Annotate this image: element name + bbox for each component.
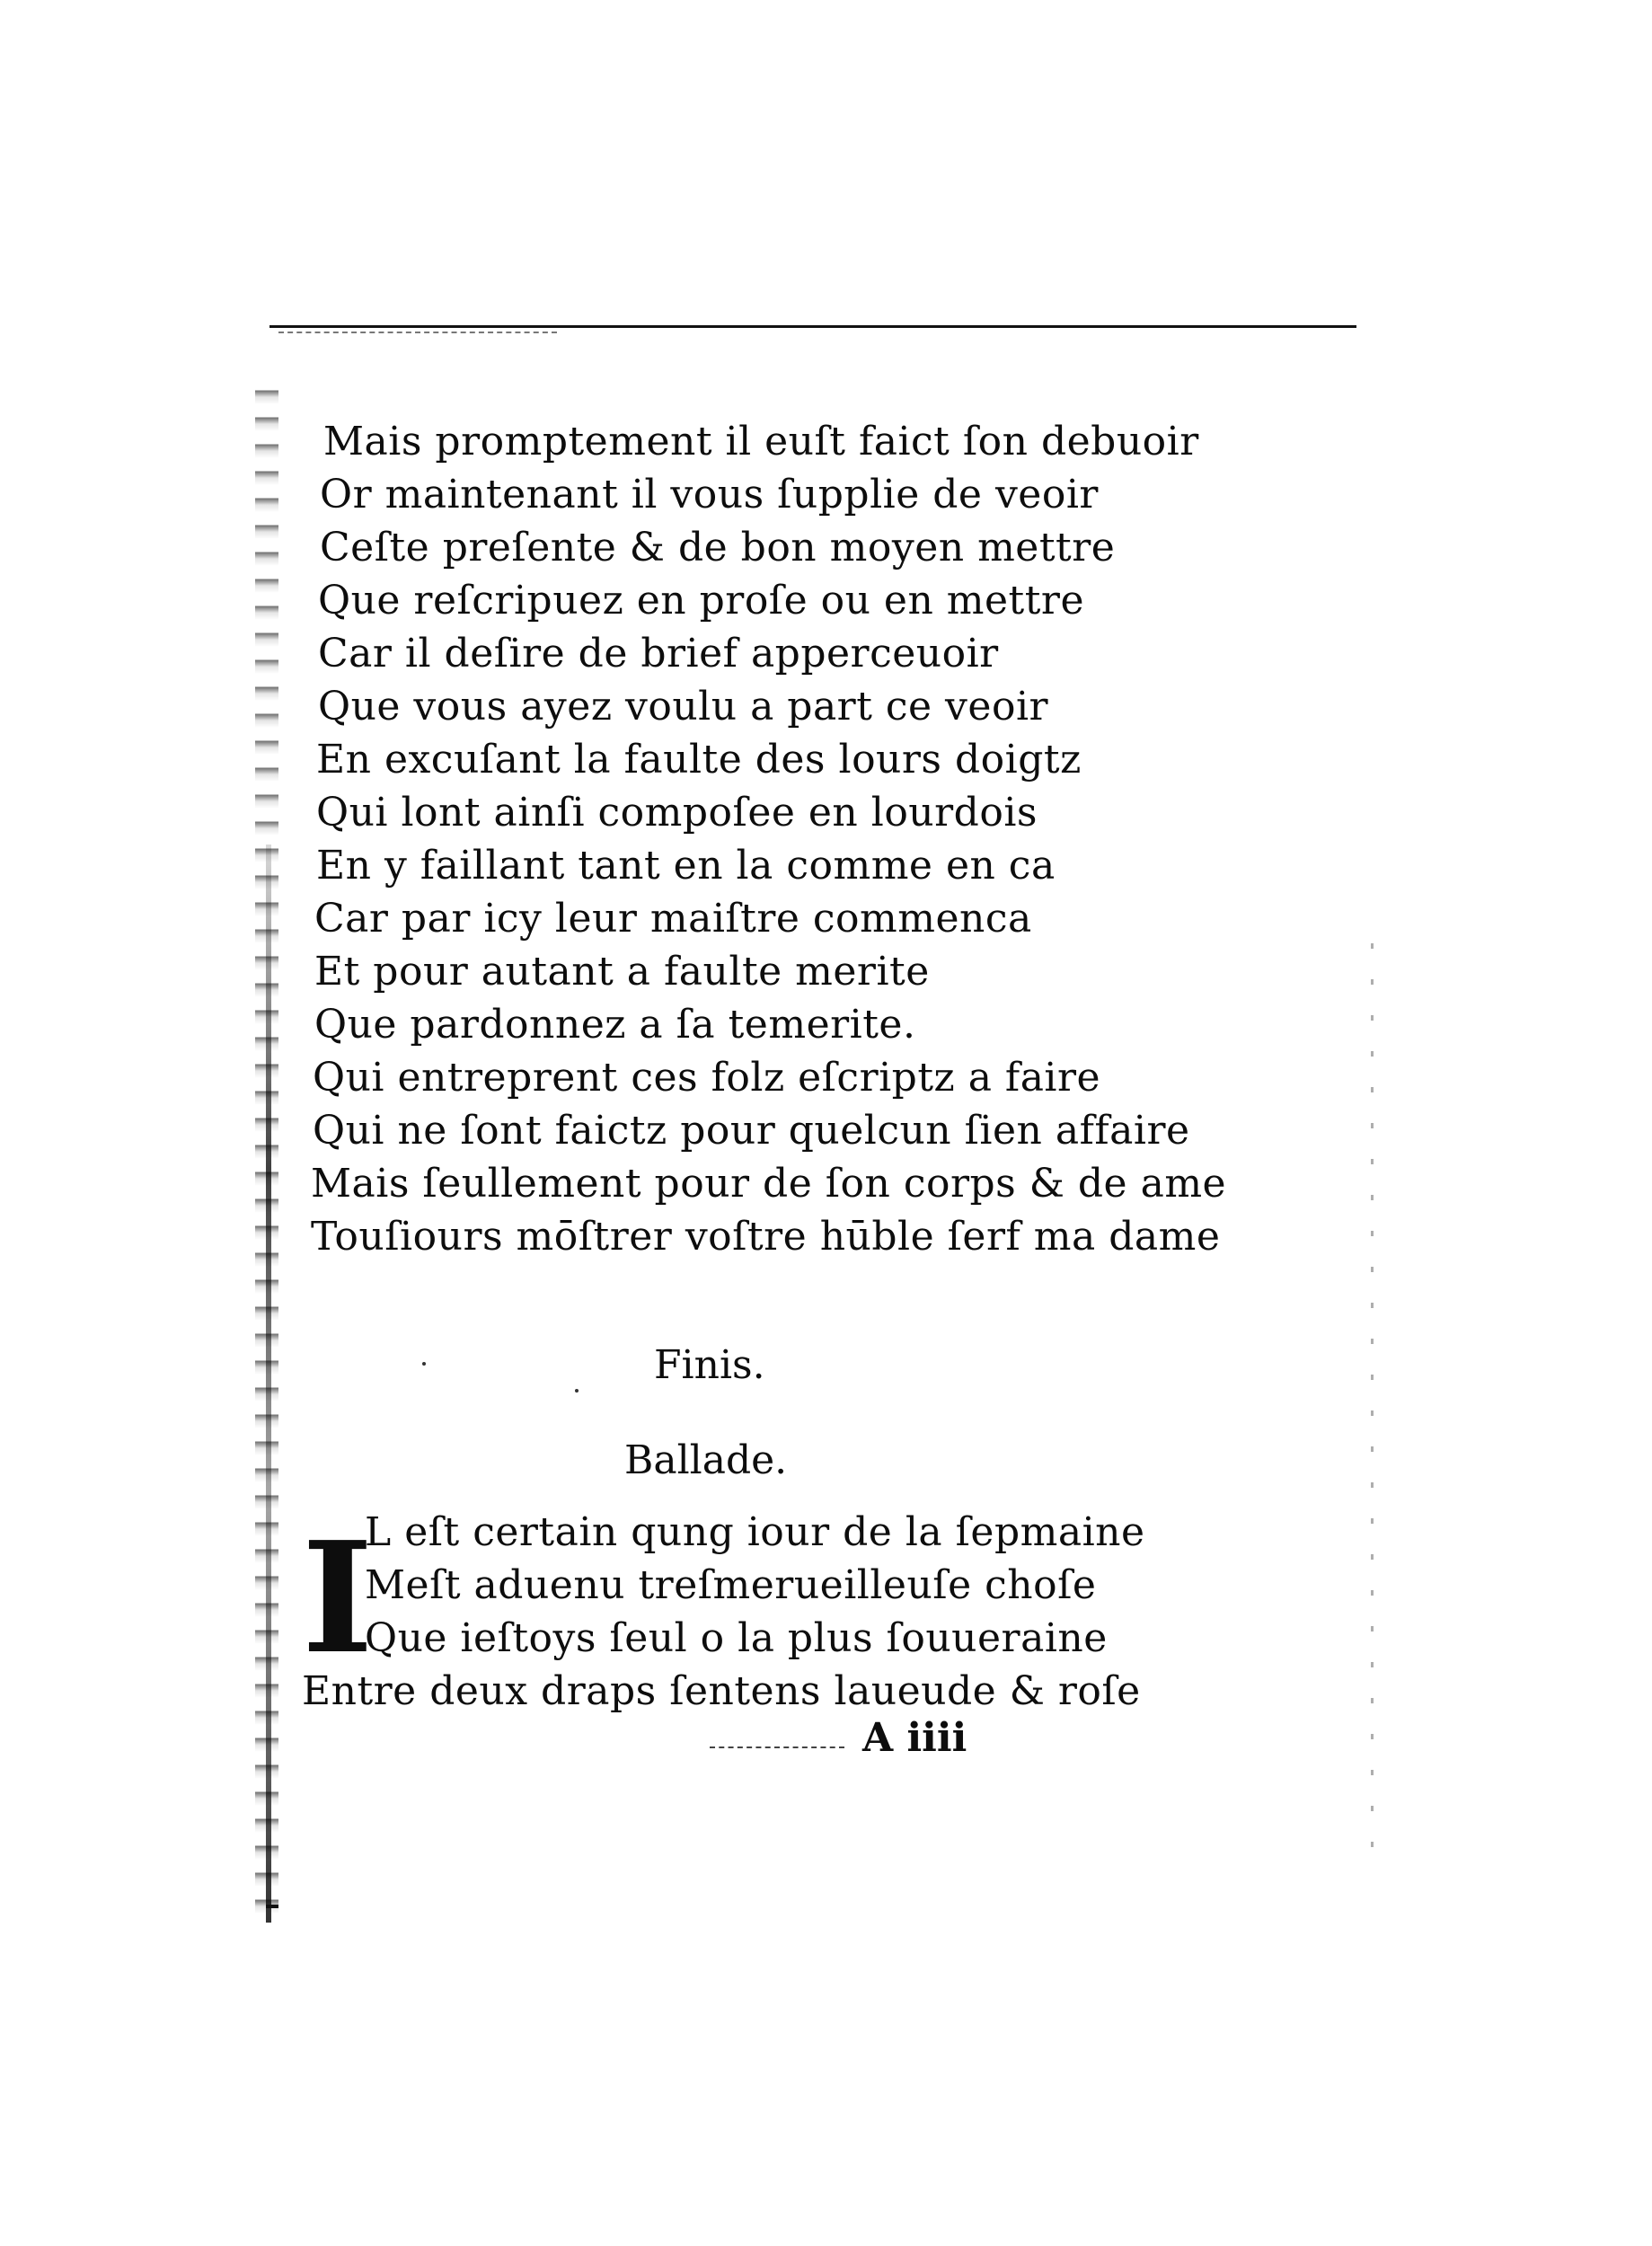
- verse-line: Qui ne ſont faictz pour quelcun ſien affaire: [313, 1108, 1190, 1154]
- header-rule-fragment: [278, 332, 557, 333]
- signature-dash: [710, 1746, 844, 1748]
- verse-line: Que reſcripuez en proſe ou en mettre: [318, 578, 1084, 623]
- ballade-line: Que ieſtoys ſeul o la plus ſouueraine: [365, 1615, 1108, 1661]
- binding-gutter-edge: [266, 844, 271, 1923]
- verse-line: Et pour autant a faulte merite: [314, 949, 930, 995]
- ballade-line: Entre deux draps ſentens laueude & roſe: [302, 1668, 1141, 1714]
- finis-label: Finis.: [654, 1342, 765, 1388]
- verse-block: [305, 415, 1258, 1263]
- binding-gutter-mark: [266, 1905, 278, 1908]
- ballade-line: Meſt aduenu treſmerueilleuſe choſe: [365, 1562, 1097, 1608]
- verse-line: En y faillant tant en la comme en ca: [316, 843, 1056, 889]
- ballade-title: Ballade.: [624, 1437, 788, 1483]
- verse-line: Car il deſire de brief apperceuoir: [318, 631, 999, 676]
- right-margin-marks: [1371, 943, 1374, 1851]
- ink-speck: [422, 1362, 426, 1366]
- ballade-block: [302, 1506, 1200, 1718]
- verse-line: Ceſte preſente & de bon moyen mettre: [320, 525, 1116, 570]
- verse-line: Touſiours mōſtrer voſtre hūble ſerf ma dame: [311, 1214, 1221, 1260]
- verse-line: Que pardonnez a ſa temerite.: [314, 1002, 916, 1048]
- drop-cap-initial: I: [302, 1508, 374, 1688]
- verse-line: Or maintenant il vous ſupplie de veoir: [320, 472, 1099, 517]
- header-rule: [269, 325, 1356, 328]
- verse-line: Mais promptement il euſt faict ſon debuoir: [323, 419, 1199, 464]
- verse-line: Car par icy leur maiſtre commenca: [314, 896, 1032, 942]
- verse-line: Qui entreprent ces folz eſcriptz a faire: [313, 1055, 1101, 1101]
- verse-line: Qui lont ainſi compoſee en lourdois: [316, 790, 1038, 836]
- signature-mark: A iiii: [862, 1715, 967, 1761]
- verse-line: En excuſant la faulte des lours doigtz: [316, 737, 1082, 783]
- ink-speck: [575, 1389, 579, 1393]
- verse-line: Que vous ayez voulu a part ce veoir: [318, 684, 1049, 730]
- ballade-line: L eſt certain qung iour de la ſepmaine: [365, 1509, 1145, 1555]
- verse-line: Mais ſeullement pour de ſon corps & de ame: [311, 1161, 1227, 1207]
